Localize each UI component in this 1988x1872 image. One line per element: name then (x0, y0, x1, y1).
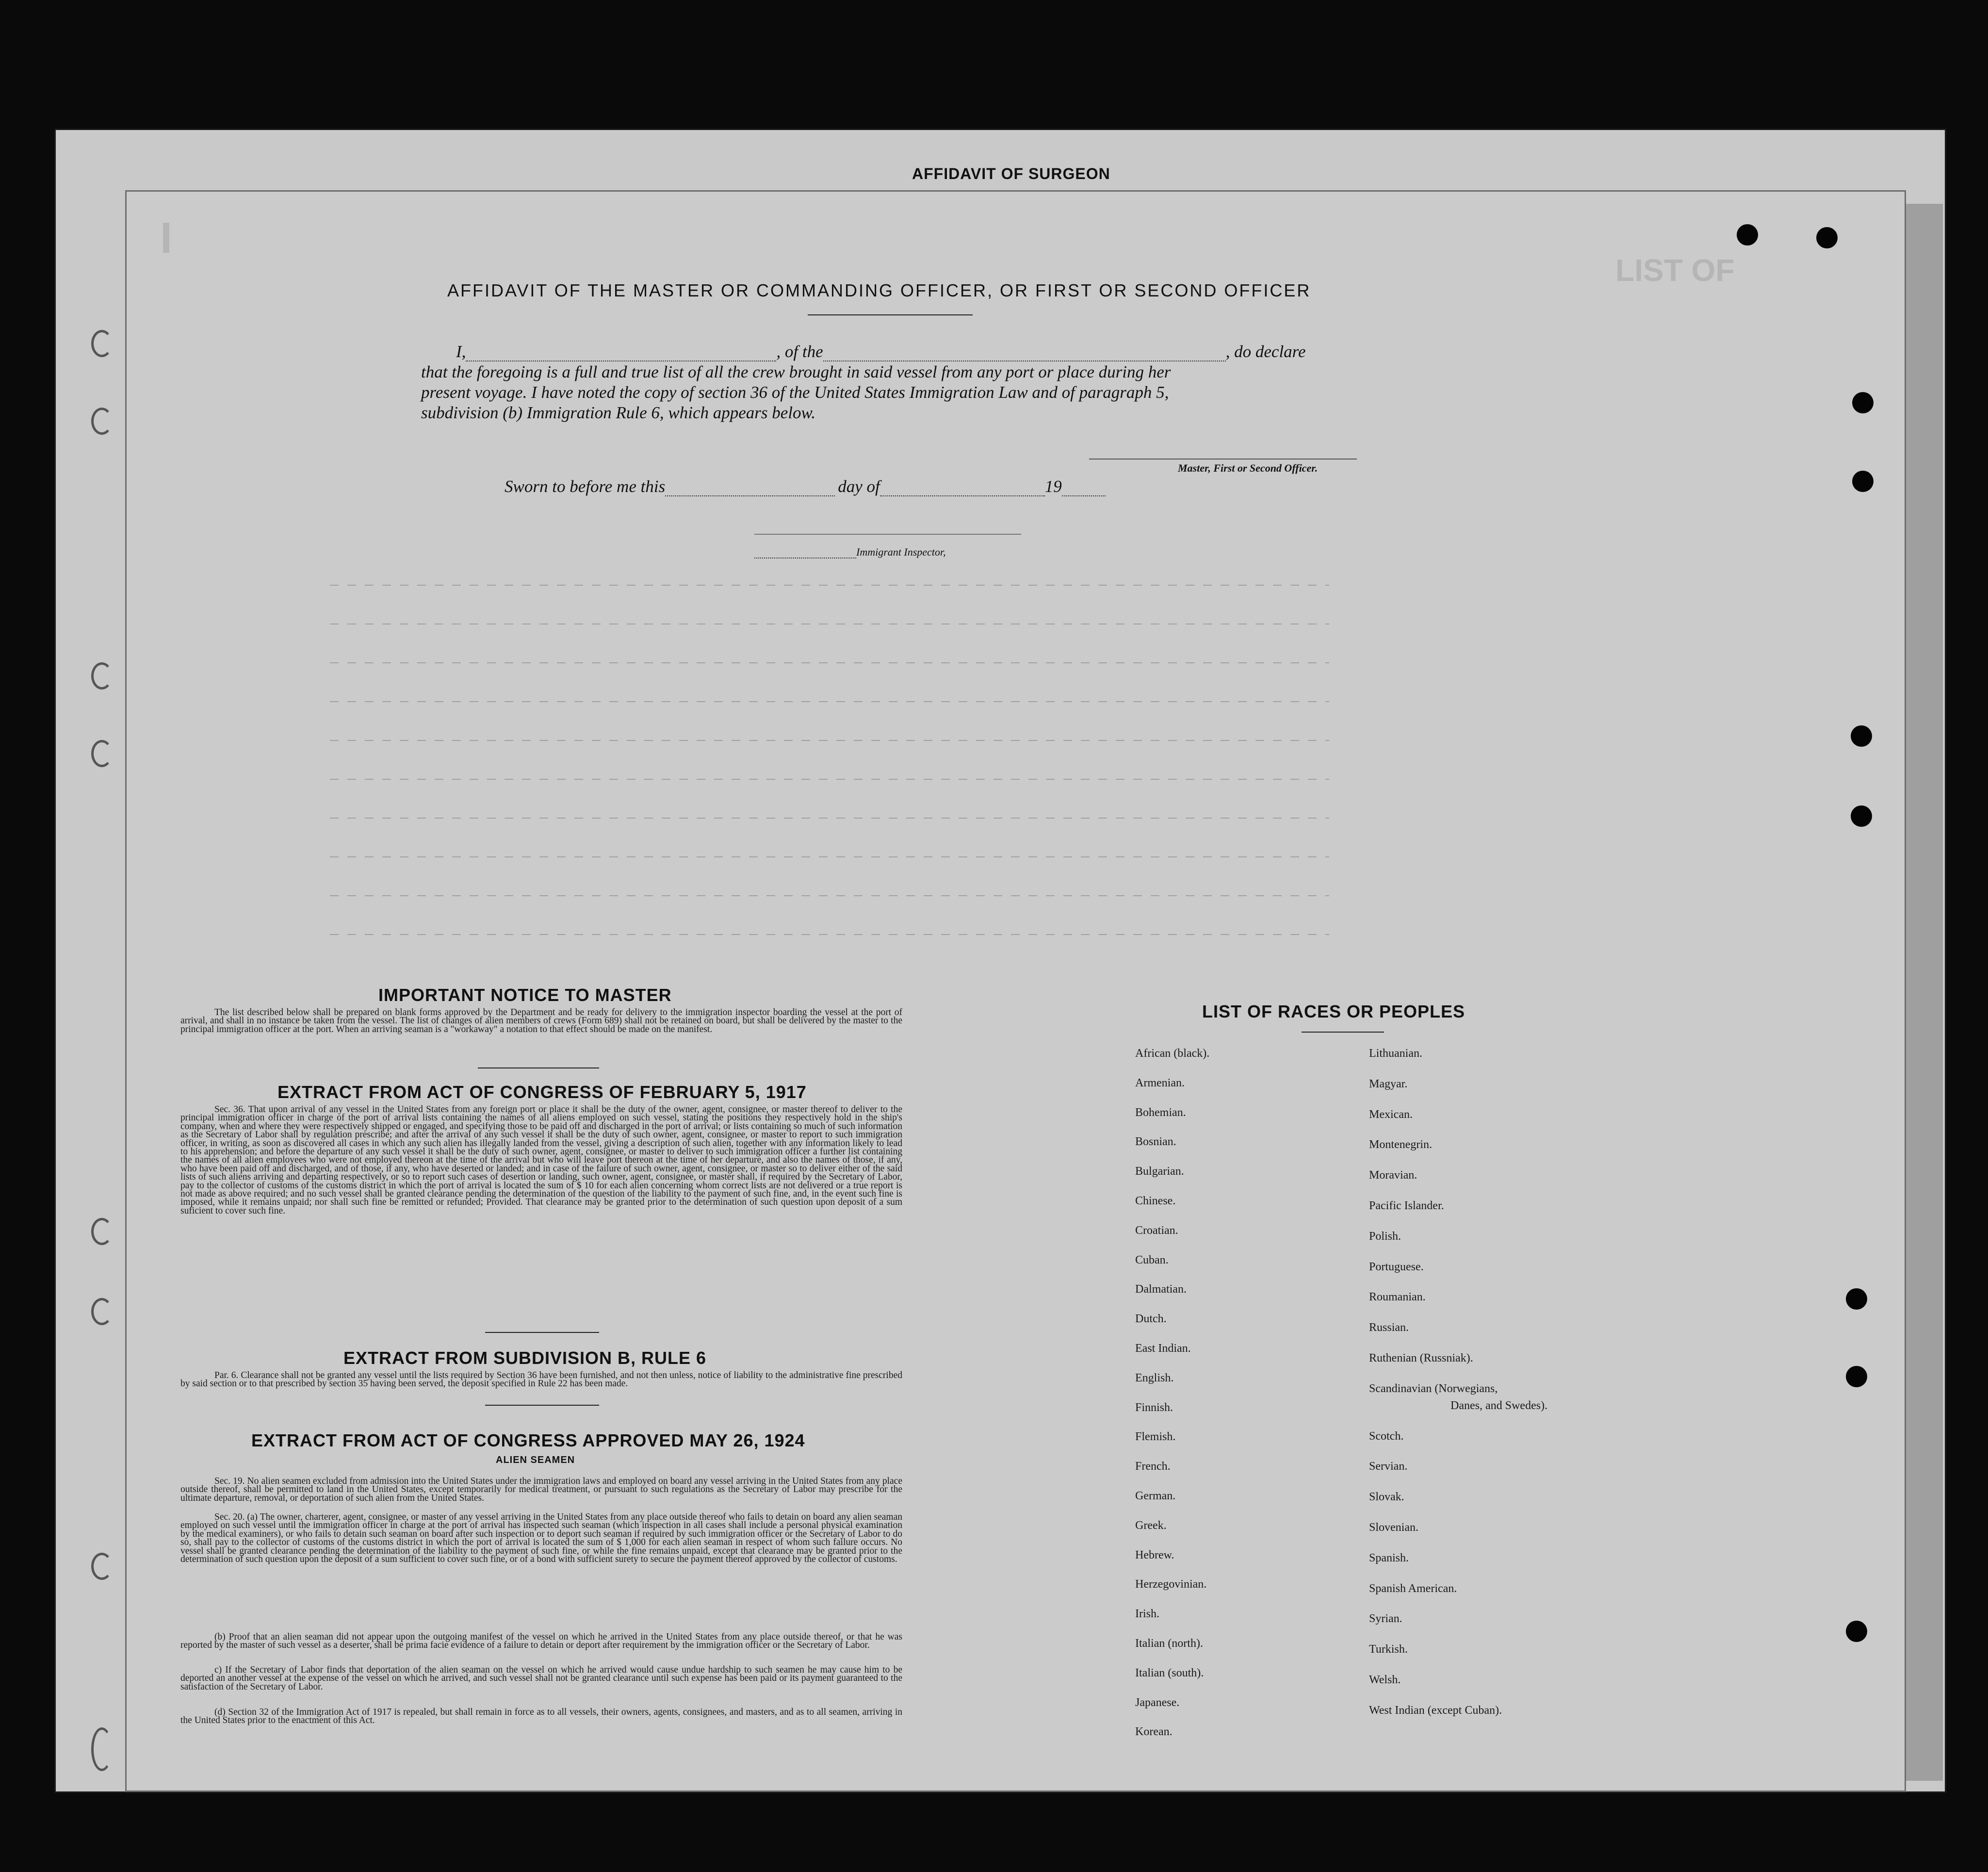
punch-hole (1846, 1366, 1867, 1387)
sec20c-text: c) If the Secretary of Labor finds that deportation of the alien seaman on the vessel on which he arrived would cause undue hardship to such seamen he may cause him to be deported an another vessel at the expense of the vessel on which he arrived, and such vessel shall not be granted clearance until such expense has been paid or its payment guaranteed to the satisfaction of the Secretary of Labor. (180, 1665, 902, 1692)
of-the-text: , of the (776, 342, 823, 361)
extract-1917-divider (485, 1332, 599, 1333)
year-prefix: 19 (1044, 477, 1062, 496)
extract-1917-text: Sec. 36. That upon arrival of any vessel in the United States from any foreign port or place it shall be the duty of the owner, agent, consignee, or master thereof to deliver to the principal immigration officer in charge of the port of arrival lists containing the names of all aliens employed on such vessel, stating the positions they respectively hold in the ship's company, when and where they were respectively shipped or engaged, and specifying those to be paid off and discharged in the port of arrival; or lists containing so much of such information as the Secretary of Labor shall by regulation prescribe; and after the arrival of any such vessel it shall be the duty of such owner, agent, consignee, or master to report to such immigration officer, in writing, as soon as discovered all cases in which any such alien has illegally landed from the vessel, giving a description of such alien, together with any information likely to lead to his apprehension; and before the departure of any such vessel it shall be the duty of such owner, agent, consignee, or master to deliver to such immigration officer a further list containing the names of all alien employees who were not employed thereon at the time of the arrival but who will leave port thereon at the time of her departure, and also the names of those, if any, who have been paid off and discharged, and of those, if any, who have deserted or landed; and in case of the failure of such owner, agent, consignee, or master so to deliver either of the said lists of such aliens arriving and departing respectively, or so to report such cases of desertion or landing, such owner, agent, consignee, or master shall, if required by the Secretary of Labor, pay to the collector of customs of the customs district in which the port of arrival is located the sum of $ 10 for each alien concerning whom correct lists are not delivered or a true report is not made as above required; and no such vessel shall be granted clearance pending the determination of the question of the liability to the payment of such fine, and, in the event such fine is imposed, while it remains unpaid; nor shall such fine be remitted or refunded; Provided. That clearance may be granted prior to the determination of such question upon deposit of a sum suficient to cover such fine. (180, 1104, 902, 1216)
ruling-line (330, 779, 1329, 780)
race-item: Spanish. (1369, 1551, 1409, 1564)
binder-ring-mark (91, 330, 113, 357)
affidavit-line-2: that the foregoing is a full and true list of all the crew brought in said vessel from any port or place during her (421, 362, 1171, 381)
inspector-signature-line[interactable] (754, 534, 1021, 535)
race-item: Bulgarian. (1135, 1165, 1184, 1178)
ruling-line (330, 895, 1329, 896)
signature-line[interactable] (1089, 459, 1357, 460)
rule6-divider (485, 1405, 599, 1406)
punch-hole (1737, 224, 1758, 246)
title-underline (808, 314, 973, 315)
race-item: English. (1135, 1371, 1174, 1384)
race-item: Greek. (1135, 1519, 1167, 1532)
do-declare-text: , do declare (1225, 342, 1306, 361)
race-item: Herzegovinian. (1135, 1578, 1207, 1591)
alien-seamen-subheading: ALIEN SEAMEN (496, 1455, 575, 1465)
race-item: Montenegrin. (1369, 1138, 1432, 1151)
punch-hole (1851, 805, 1872, 827)
race-item: Russian. (1369, 1321, 1409, 1334)
ruling-line (330, 740, 1329, 741)
binder-ring-mark (91, 1727, 113, 1771)
affidavit-line-3: present voyage. I have noted the copy of section 36 of the United States Immigration Law and of paragraph 5, (421, 383, 1169, 402)
race-item: Syrian. (1369, 1612, 1402, 1626)
ruling-line (330, 701, 1329, 702)
race-item: Cuban. (1135, 1253, 1169, 1266)
rule6-heading: EXTRACT FROM SUBDIVISION B, RULE 6 (343, 1348, 707, 1368)
race-item: Flemish. (1135, 1430, 1176, 1444)
back-page-title: AFFIDAVIT OF SURGEON (912, 165, 1110, 182)
page-edge-strip (1904, 204, 1943, 1781)
race-item: Korean. (1135, 1725, 1173, 1739)
race-item: Danes, and Swedes). (1450, 1399, 1548, 1412)
race-item: German. (1135, 1490, 1176, 1502)
race-item: Pacific Islander. (1369, 1199, 1444, 1212)
notice-heading: IMPORTANT NOTICE TO MASTER (378, 985, 672, 1005)
race-item: Scotch. (1369, 1429, 1404, 1443)
sworn-text: Sworn to before me this (505, 477, 666, 496)
bleed-through-mark: I (160, 214, 173, 263)
day-of-text: day of (838, 477, 880, 496)
affidavit-line-1 (456, 342, 1306, 361)
race-item: Croatian. (1135, 1224, 1178, 1237)
binder-ring-mark (91, 740, 113, 767)
punch-hole (1816, 227, 1838, 248)
race-item: Scandinavian (Norwegians, (1369, 1382, 1498, 1395)
sec20d-text: (d) Section 32 of the Immigration Act of 1917 is repealed, but shall remain in force as to all vessels, their owners, agents, consignees, and masters, and as to all seamen, arriving in the United States prior to the enactment of this Act. (180, 1707, 902, 1726)
sworn-line (505, 477, 1106, 496)
punch-hole (1852, 471, 1874, 492)
race-item: East Indian. (1135, 1342, 1191, 1355)
race-item: Slovak. (1369, 1491, 1404, 1504)
race-item: Lithuanian. (1369, 1047, 1422, 1060)
race-item: Irish. (1135, 1608, 1159, 1621)
signature-label: Master, First or Second Officer. (1178, 462, 1318, 474)
sec20a-text: Sec. 20. (a) The owner, charterer, agent, consignee, or master of any vessel arriving in the United States from any place outside thereof who fails to detain on board any alien seaman employed on such vessel until the immigration officer in charge at the port of arrival has inspected such seaman (which inspection in all cases shall include a personal physical examination by the medical examiners), or who fails to detain such seaman on board after such inspection or to deport such seaman if required by such immigration officer or the Secretary of Labor to do so, shall pay to the collector of customs of the customs district in which the port of arrival is located the sum of $ 1,000 for each alien seaman in respect of whom such failure occurs. No vessel shall be granted clearance pending the determination of the liability to the payment of such fine, or while the fine remains unpaid, except that clearance may be granted prior to the determination of such question upon the deposit of a sum sufficient to cover such fine, or of a bond with sufficient surety to secure the payment thereof approved by the collector of customs. (180, 1512, 902, 1565)
race-item: West Indian (except Cuban). (1369, 1704, 1502, 1717)
binder-ring-mark (91, 408, 113, 435)
ruling-line (330, 934, 1329, 935)
sec19-text: Sec. 19. No alien seamen excluded from admission into the United States under the immigration laws and employed on board any vessel arriving in the United States from any place outside thereof, shall be permitted to land in the United States, except temporarily for medical treatment, or pursuant to such regulations as the Secretary of Labor may prescribe for the ultimate departure, removal, or deportation of such alien from the United States. (180, 1476, 902, 1503)
race-item: Mexican. (1369, 1108, 1413, 1121)
race-item: Welsh. (1369, 1674, 1401, 1686)
race-item: Armenian. (1135, 1076, 1185, 1089)
sworn-month-blank[interactable] (880, 495, 1045, 496)
sworn-year-blank[interactable] (1062, 495, 1106, 496)
race-item: Italian (north). (1135, 1637, 1203, 1650)
race-item: Magyar. (1369, 1077, 1408, 1090)
extract-1924-heading: EXTRACT FROM ACT OF CONGRESS APPROVED MAY 26, 1924 (251, 1430, 805, 1450)
binder-ring-mark (91, 1218, 113, 1245)
race-item: Chinese. (1135, 1195, 1176, 1207)
binder-ring-mark (91, 662, 113, 690)
punch-hole (1846, 1288, 1867, 1310)
binder-ring-mark (91, 1298, 113, 1325)
race-item: African (black). (1135, 1047, 1210, 1060)
inspector-line (754, 546, 946, 558)
affidavit-title: AFFIDAVIT OF THE MASTER OR COMMANDING OFFICER, OR FIRST OR SECOND OFFICER (447, 280, 1311, 300)
bleed-through-mark: LIST OF (1615, 253, 1735, 288)
affidavit-line-4: subdivision (b) Immigration Rule 6, which appears below. (421, 403, 816, 422)
punch-hole (1846, 1621, 1867, 1642)
race-item: Finnish. (1135, 1401, 1173, 1414)
race-item: Ruthenian (Russniak). (1369, 1352, 1473, 1364)
race-item: Dutch. (1135, 1313, 1167, 1326)
race-item: Japanese. (1135, 1696, 1180, 1709)
race-item: Polish. (1369, 1230, 1401, 1243)
rule6-text: Par. 6. Clearance shall not be granted any vessel until the lists required by Section 36 have been furnished, and not then unless, notice of liability to the administrative fine prescribed by said section or to that prescribed by section 35 having been served, the deposit specified in Rule 22 has been made. (180, 1370, 902, 1389)
inspector-label: Immigrant Inspector, (856, 546, 946, 558)
sworn-day-blank[interactable] (665, 495, 835, 496)
race-item: French. (1135, 1460, 1171, 1473)
race-item: Slovenian. (1369, 1521, 1418, 1534)
race-item: Spanish American. (1369, 1582, 1457, 1595)
binder-ring-mark (91, 1553, 113, 1580)
extract-1917-heading: EXTRACT FROM ACT OF CONGRESS OF FEBRUARY 5, 1917 (277, 1082, 807, 1102)
race-item: Moravian. (1369, 1169, 1418, 1182)
race-item: Hebrew. (1135, 1548, 1174, 1561)
punch-hole (1852, 392, 1874, 413)
punch-hole (1851, 725, 1872, 747)
race-item: Bosnian. (1135, 1135, 1176, 1149)
notice-divider (478, 1067, 599, 1068)
race-item: Italian (south). (1135, 1666, 1204, 1679)
ruling-line (330, 818, 1329, 819)
declarant-prefix: I, (456, 342, 466, 361)
ruling-line (330, 856, 1329, 857)
race-item: Servian. (1369, 1460, 1408, 1473)
ruling-line (330, 585, 1329, 586)
race-item: Dalmatian. (1135, 1283, 1187, 1296)
sec20b-text: (b) Proof that an alien seaman did not appear upon the outgoing manifest of the vessel on which he arrived in the United States from any place outside thereof, or that he was reported by the master of such vessel as a deserter, shall be prima facie evidence of a failure to detain or deport after requirement by the immigration officer or the Secretary of Labor. (180, 1632, 902, 1651)
races-heading-underline (1302, 1032, 1384, 1033)
race-item: Turkish. (1369, 1643, 1408, 1656)
race-item: Roumanian. (1369, 1291, 1426, 1304)
notice-text: The list described below shall be prepared on blank forms approved by the Department and be ready for delivery to the immigration inspector boarding the vessel at the port of arrival, and shall in no instance be taken from the vessel. The list of changes of alien members of crews (Form 689) shall not be retained on board, but shall be delivered by the master to the principal immigration officer at the port. When an arriving seaman is a "workaway" a notation to that effect should be made on the manifest. (180, 1007, 902, 1035)
ruling-line (330, 662, 1329, 663)
races-heading: LIST OF RACES OR PEOPLES (1202, 1002, 1466, 1021)
race-item: Portuguese. (1369, 1260, 1424, 1273)
race-item: Bohemian. (1135, 1106, 1186, 1119)
